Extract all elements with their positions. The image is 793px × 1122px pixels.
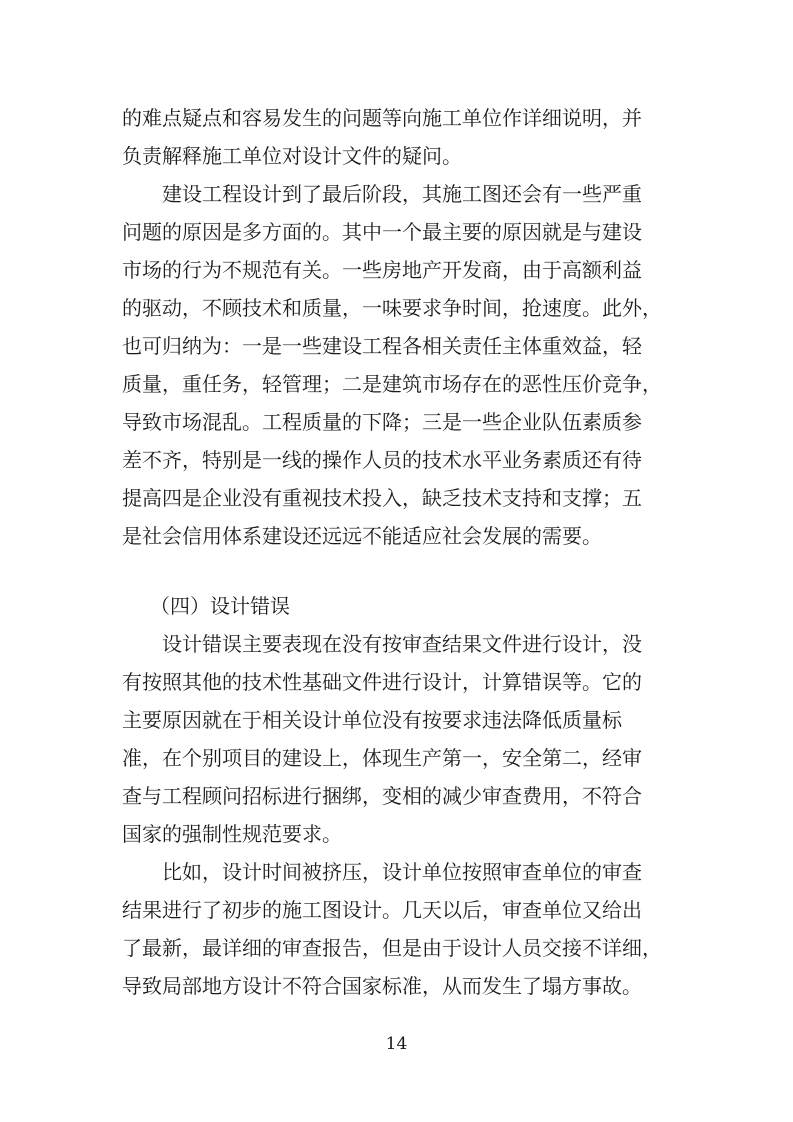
- text-line: 国家的强制性规范要求。: [122, 822, 342, 846]
- text-line: 市场的行为不规范有关。一些房地产开发商，由于高额利益: [122, 258, 642, 282]
- text-line: 是社会信用体系建设还远远不能适应社会发展的需要。: [122, 524, 602, 548]
- text-line: 比如，设计时间被挤压，设计单位按照审查单位的审查: [162, 860, 642, 884]
- text-line: 也可归纳为：一是一些建设工程各相关责任主体重效益，轻: [122, 334, 642, 358]
- text-line: 质量，重任务，轻管理；二是建筑市场存在的恶性压价竞争，: [122, 372, 662, 396]
- text-line: 的驱动，不顾技术和质量，一味要求争时间，抢速度。此外，: [122, 296, 662, 320]
- text-line: 的难点疑点和容易发生的问题等向施工单位作详细说明，并: [122, 106, 642, 130]
- text-line: 设计错误主要表现在没有按审查结果文件进行设计，没: [162, 632, 642, 656]
- text-line: 有按照其他的技术性基础文件进行设计，计算错误等。它的: [122, 670, 642, 694]
- text-line: 结果进行了初步的施工图设计。几天以后，审查单位又给出: [122, 898, 642, 922]
- text-line: 导致市场混乱。工程质量的下降；三是一些企业队伍素质参: [122, 410, 642, 434]
- text-line: 差不齐，特别是一线的操作人员的技术水平业务素质还有待: [122, 448, 642, 472]
- text-line: 查与工程顾问招标进行捆绑，变相的减少审查费用，不符合: [122, 784, 642, 808]
- text-line: 准，在个别项目的建设上，体现生产第一，安全第二，经审: [122, 746, 642, 770]
- text-line: 负责解释施工单位对设计文件的疑问。: [122, 144, 462, 168]
- text-line: 主要原因就在于相关设计单位没有按要求违法降低质量标: [122, 708, 622, 732]
- page-number: 14: [385, 1034, 408, 1054]
- text-line: 提高四是企业没有重视技术投入，缺乏技术支持和支撑；五: [122, 486, 642, 510]
- text-line: 问题的原因是多方面的。其中一个最主要的原因就是与建设: [122, 220, 642, 244]
- text-line: 建设工程设计到了最后阶段，其施工图还会有一些严重: [162, 182, 642, 206]
- text-line: 导致局部地方设计不符合国家标准，从而发生了塌方事故。: [122, 974, 642, 998]
- text-line: 了最新，最详细的审查报告，但是由于设计人员交接不详细，: [122, 936, 662, 960]
- section-heading: （四）设计错误: [150, 594, 290, 618]
